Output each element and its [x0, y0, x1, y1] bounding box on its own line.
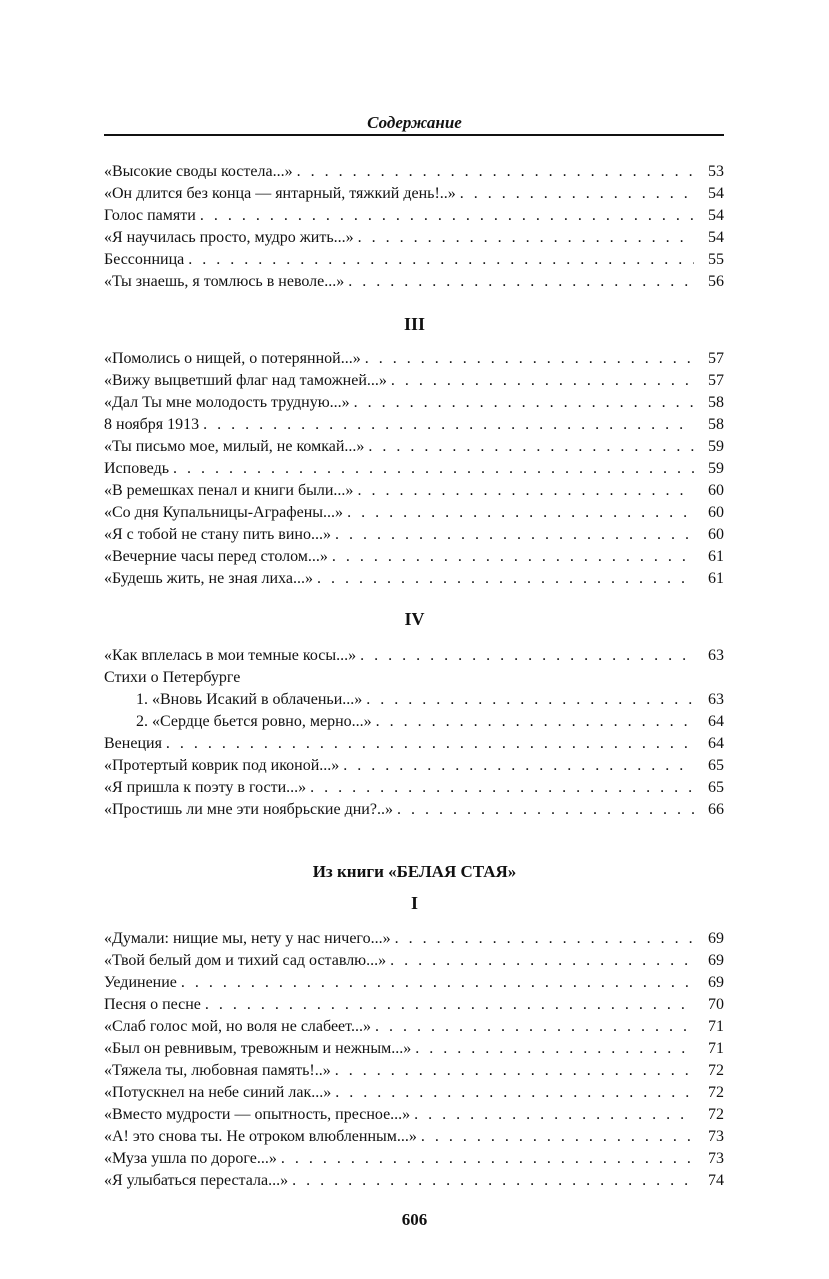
toc-entry — [104, 928, 724, 950]
toc-entry — [104, 1060, 724, 1082]
toc-entry — [104, 1038, 724, 1060]
entry-page: 60 — [708, 526, 724, 543]
toc-entry — [104, 502, 724, 524]
entry-page: 60 — [708, 504, 724, 521]
dot-leader — [368, 436, 694, 458]
dot-leader — [335, 524, 694, 546]
dot-leader — [421, 1126, 694, 1148]
entry-page: 53 — [708, 163, 724, 180]
dot-leader — [360, 645, 694, 667]
entry-title: Песня о песне — [104, 996, 201, 1013]
dot-leader — [188, 249, 694, 271]
entry-page: 61 — [708, 570, 724, 587]
entry-page: 71 — [708, 1040, 724, 1057]
dot-leader — [310, 777, 694, 799]
entry-page: 69 — [708, 930, 724, 947]
dot-leader — [335, 1082, 694, 1104]
dot-leader — [173, 458, 694, 480]
entry-title: «Как вплелась в мои темные косы...» — [104, 647, 357, 664]
entry-page: 56 — [708, 273, 724, 290]
entry-page: 72 — [708, 1106, 724, 1123]
entry-page: 63 — [708, 691, 724, 708]
entry-title: «В ремешках пенал и книги были...» — [104, 482, 354, 499]
toc-entry — [104, 568, 724, 590]
entry-title: 2. «Сердце бьется ровно, мерно...» — [136, 713, 372, 730]
entry-page: 64 — [708, 713, 724, 730]
entry-title: «Ты письмо мое, милый, не комкай...» — [104, 438, 365, 455]
entry-page: 59 — [708, 460, 724, 477]
dot-leader — [357, 480, 694, 502]
dot-leader — [205, 994, 694, 1016]
entry-title: «Вместо мудрости — опытность, пресное...» — [104, 1106, 411, 1123]
dot-leader — [335, 1060, 694, 1082]
entry-title: Голос памяти — [104, 207, 196, 224]
entry-title: «Я научилась просто, мудро жить...» — [104, 229, 354, 246]
entry-title: «Протертый коврик под иконой...» — [104, 757, 340, 774]
entry-title: «Муза ушла по дороге...» — [104, 1150, 277, 1167]
toc-entry — [104, 414, 724, 436]
entry-page: 72 — [708, 1062, 724, 1079]
toc-entry — [104, 249, 724, 271]
dot-leader — [281, 1148, 694, 1170]
toc-entry — [104, 348, 724, 370]
entry-page: 58 — [708, 394, 724, 411]
dot-leader — [292, 1170, 694, 1192]
toc-entry — [104, 950, 724, 972]
toc-entry — [104, 1082, 724, 1104]
toc-entry — [104, 777, 724, 799]
dot-leader — [460, 183, 694, 205]
entry-title: «Он длится без конца — янтарный, тяжкий день!..» — [104, 185, 456, 202]
dot-leader — [375, 1016, 694, 1038]
entry-page: 58 — [708, 416, 724, 433]
entry-page: 73 — [708, 1128, 724, 1145]
toc-entry — [104, 370, 724, 392]
entry-title: «Будешь жить, не зная лиха...» — [104, 570, 313, 587]
toc-entry — [104, 972, 724, 994]
toc-entry — [104, 1016, 724, 1038]
entry-page: 70 — [708, 996, 724, 1013]
entry-page: 54 — [708, 229, 724, 246]
entry-title: «Я пришла к поэту в гости...» — [104, 779, 307, 796]
toc-entry — [104, 1170, 724, 1192]
dot-leader — [181, 972, 694, 994]
dot-leader — [414, 1104, 694, 1126]
toc-entry — [104, 755, 724, 777]
dot-leader — [390, 950, 694, 972]
toc-entry — [104, 546, 724, 568]
entry-page: 60 — [708, 482, 724, 499]
entry-page: 64 — [708, 735, 724, 752]
dot-leader — [343, 755, 694, 777]
entry-title: «Дал Ты мне молодость трудную...» — [104, 394, 350, 411]
entry-page: 66 — [708, 801, 724, 818]
toc-entry — [104, 205, 724, 227]
section-heading-iii: III — [403, 314, 425, 334]
entry-title: «Думали: нищие мы, нету у нас ничего...» — [104, 930, 391, 947]
toc-entry — [104, 271, 724, 293]
dot-leader — [376, 711, 694, 733]
dot-leader — [365, 348, 694, 370]
toc-entry — [104, 1126, 724, 1148]
entry-title: «Высокие своды костела...» — [104, 163, 293, 180]
entry-page: 61 — [708, 548, 724, 565]
entry-title: «А! это снова ты. Не отроком влюбленным...» — [104, 1128, 417, 1145]
toc-entry-sub — [136, 689, 724, 711]
dot-leader — [348, 271, 694, 293]
toc-entry — [104, 227, 724, 249]
entry-page: 69 — [708, 952, 724, 969]
entry-title: «Со дня Купальницы-Аграфены...» — [104, 504, 344, 521]
entry-title: «Потускнел на небе синий лак...» — [104, 1084, 332, 1101]
dot-leader — [297, 161, 694, 183]
entry-page: 65 — [708, 757, 724, 774]
toc-entry — [104, 458, 724, 480]
dot-leader — [415, 1038, 694, 1060]
dot-leader — [366, 689, 694, 711]
dot-leader — [391, 370, 694, 392]
entry-title: «Твой белый дом и тихий сад оставлю...» — [104, 952, 387, 969]
toc-entry — [104, 161, 724, 183]
dot-leader — [200, 205, 694, 227]
dot-leader — [358, 227, 694, 249]
entry-page: 71 — [708, 1018, 724, 1035]
section-heading-iv: IV — [404, 609, 425, 629]
dot-leader — [166, 733, 694, 755]
dot-leader — [332, 546, 694, 568]
entry-title: Бессонница — [104, 251, 185, 268]
entry-title: Стихи о Петербурге — [104, 669, 241, 686]
entry-page: 57 — [708, 372, 724, 389]
toc-entry — [104, 392, 724, 414]
entry-title: Уединение — [104, 974, 177, 991]
toc-entry — [104, 183, 724, 205]
entry-title: «Ты знаешь, я томлюсь в неволе...» — [104, 273, 345, 290]
toc-entry — [104, 733, 724, 755]
toc-entry — [104, 524, 724, 546]
dot-leader — [317, 568, 694, 590]
entry-title: «Я с тобой не стану пить вино...» — [104, 526, 331, 543]
toc-entry — [104, 1148, 724, 1170]
toc-entry — [104, 436, 724, 458]
entry-title: «Я улыбаться перестала...» — [104, 1172, 289, 1189]
entry-page: 57 — [708, 350, 724, 367]
entry-page: 63 — [708, 647, 724, 664]
toc-entry-group-title — [104, 667, 724, 689]
entry-title: «Слаб голос мой, но воля не слабеет...» — [104, 1018, 371, 1035]
entry-title: «Вечерние часы перед столом...» — [104, 548, 328, 565]
dot-leader — [354, 392, 694, 414]
header-rule — [104, 134, 724, 136]
entry-page: 55 — [708, 251, 724, 268]
entry-page: 65 — [708, 779, 724, 796]
entry-page: 69 — [708, 974, 724, 991]
dot-leader — [395, 928, 694, 950]
toc-entry-sub — [136, 711, 724, 733]
entry-title: 8 ноября 1913 — [104, 416, 200, 433]
book-heading: Из книги «БЕЛАЯ СТАЯ» — [312, 862, 517, 881]
entry-title: «Был он ревнивым, тревожным и нежным...» — [104, 1040, 412, 1057]
entry-page: 54 — [708, 207, 724, 224]
entry-page: 72 — [708, 1084, 724, 1101]
entry-title: «Простишь ли мне эти ноябрьские дни?..» — [104, 801, 393, 818]
toc-entry — [104, 645, 724, 667]
dot-leader — [397, 799, 694, 821]
entry-page: 59 — [708, 438, 724, 455]
dot-leader — [347, 502, 694, 524]
entry-title: Исповедь — [104, 460, 170, 477]
page-number: 606 — [401, 1210, 428, 1229]
entry-title: 1. «Вновь Исакий в облаченьи...» — [136, 691, 363, 708]
entry-title: Венеция — [104, 735, 162, 752]
toc-entry — [104, 1104, 724, 1126]
entry-title: «Вижу выцветший флаг над таможней...» — [104, 372, 387, 389]
toc-entry — [104, 480, 724, 502]
entry-page: 74 — [708, 1172, 724, 1189]
toc-entry — [104, 994, 724, 1016]
entry-title: «Тяжела ты, любовная память!..» — [104, 1062, 331, 1079]
toc-entry — [104, 799, 724, 821]
entry-title: «Помолись о нищей, о потерянной...» — [104, 350, 361, 367]
running-head: Содержание — [367, 113, 462, 132]
entry-page: 54 — [708, 185, 724, 202]
entry-page: 73 — [708, 1150, 724, 1167]
section-heading-i: I — [410, 893, 418, 913]
dot-leader — [203, 414, 694, 436]
